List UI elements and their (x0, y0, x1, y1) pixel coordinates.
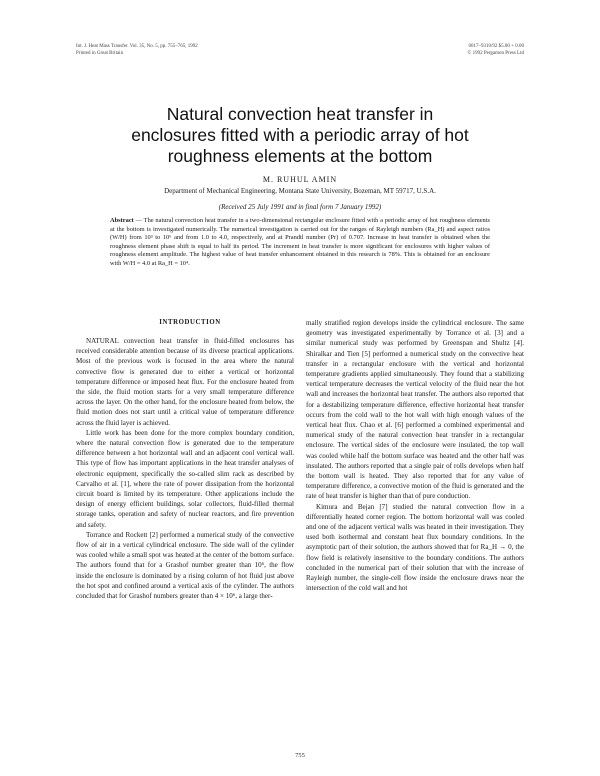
abstract-label: Abstract (110, 217, 134, 224)
section-heading-introduction: INTRODUCTION (159, 319, 221, 326)
copyright-block (468, 44, 524, 57)
paragraph: Kimura and Bejan [7] studied the natural convection flow in a differentially heated corner region. The bottom horizontal wall was cooled and one of the adjacent vertical walls was heated in their investigation. They used both isothermal and constant heat flux boundary conditions. In the asymptotic part of their solution, the authors showed that for Ra_H → 0, the flow field is relatively insensitive to the boundary conditions. The authors concluded in the numerical part of their solution that with the increase of Rayleigh number, the single-cell flow inside the enclosure draws near the intersection of the cold wall and hot (306, 502, 524, 593)
author-name: M. RUHUL AMIN (262, 175, 338, 184)
paragraph: NATURAL convection heat transfer in fluid-filled enclosures has received considerable attention because of its diverse practical applications. Most of the previous work is focused in the area where the natural convective flow is generated due to either a vertical or horizontal temperature difference or imposed heat flux. For the enclosure heated from the side, the fluid motion starts for a very small temperature difference across the layer. On the other hand, for the enclosure heated from below, the fluid motion does not start until a critical value of temperature difference across the fluid layer is achieved. (76, 337, 294, 427)
text-column-right (306, 318, 524, 593)
abstract (110, 217, 490, 269)
journal-citation (76, 44, 198, 57)
paragraph: Little work has been done for the more complex boundary condition, where the natural convection flow is generated due to the temperature difference between a hot horizontal wall and an adjacent cool vertical wall. This type of flow has important applications in the heat transfer analyses of electronic equipment, specifically the so-called slim rack as described by Carvalho et al. [1], where the rate of power dissipation from the horizontal circuit board is limited by its temperature. Other applications include the design of energy efficient buildings, solar collectors, fluid-filled thermal storage tanks, operation and safety of nuclear reactors, and fire prevention and safety. (76, 428, 294, 529)
title-line: Natural convection heat transfer in (166, 104, 434, 124)
title-line: roughness elements at the bottom (167, 146, 433, 166)
page-number: 755 (295, 752, 305, 759)
author-affiliation: Department of Mechanical Engineering, Montana State University, Bozeman, MT 59717, U.S.A. (164, 187, 436, 195)
paper-title (0, 104, 600, 167)
paragraph: Torrance and Rockett [2] performed a numerical study of the convective flow of air in a vertical cylindrical enclosure. The side wall of the cylinder was cooled while a small spot was heated at the center of the bottom surface. The authors found that for a Grashof number greater than 10⁶, the flow inside the enclosure is dominated by a rising column of hot fluid just above the hot spot and confined around a vertical axis of the cylinder. The authors concluded that for Grashof numbers greater than 4 × 10⁶, a large ther- (76, 530, 294, 601)
journal-citation-line: Int. J. Heat Mass Transfer. Vol. 35, No. 5, pp. 755–765, 1992 (76, 44, 198, 49)
abstract-text: — The natural convection heat transfer in a two-dimensional rectangular enclosure fitted with a periodic array of hot roughness elements at the bottom is investigated numerically. The numerical investigation is carried out for the ranges of Rayleigh numbers (Ra_H) and aspect ratios (W/H) from 10³ to 10⁶ and from 1.0 to 4.0, respectively, and at Prandtl number (Pr) of 0.707. Increase in heat transfer is obtained when the roughness element phase shift is equal to half its period. The increment in heat transfer is more significant for enclosures with higher values of roughness element amplitude. The highest value of heat transfer enhancement obtained in this research is 78%. This is obtained for an enclosure with W/H = 4.0 at Ra_H = 10⁴. (110, 217, 490, 267)
text-column-left (76, 336, 294, 601)
printed-in-line: Printed in Great Britain (76, 50, 124, 56)
issn-price-line: 0017–9310/92 $5.00 + 0.00 (468, 44, 524, 49)
paragraph: mally stratified region develops inside the cylindrical enclosure. The same geometry was investigated experimentally by Torrance et al. [3] and a similar numerical study was performed by Greenspan and Shultz [4]. Shiralkar and Tien [5] performed a numerical study on the convective heat transfer in a rectangular enclosure with the vertical and horizontal temperature gradients applied simultaneously. They found that a stabilizing vertical temperature decreases the vertical velocity of the fluid near the hot wall and increases the horizontal heat transfer. The authors also reported that for a destabilizing temperature difference, effective horizontal heat transfer occurs from the cold wall to the hot wall with high enough values of the vertical heat flux. Chao et al. [6] performed a combined experimental and numerical study of the natural convection heat transfer in a rectangular enclosure. The vertical sides of the enclosure were insulated, the top wall was cooled while half the bottom surface was heated and the other half was insulated. The authors reported that a single pair of rolls develops when half the bottom wall is heated. They also reported that for any value of temperature difference, a convective motion of the fluid is generated and the rate of heat transfer is higher than that of pure conduction. (306, 319, 524, 501)
title-line: enclosures fitted with a periodic array of hot (131, 125, 469, 145)
received-dates: (Received 25 July 1991 and in final form 7 January 1992) (218, 203, 382, 211)
copyright-line: © 1992 Pergamon Press Ltd (467, 50, 524, 56)
